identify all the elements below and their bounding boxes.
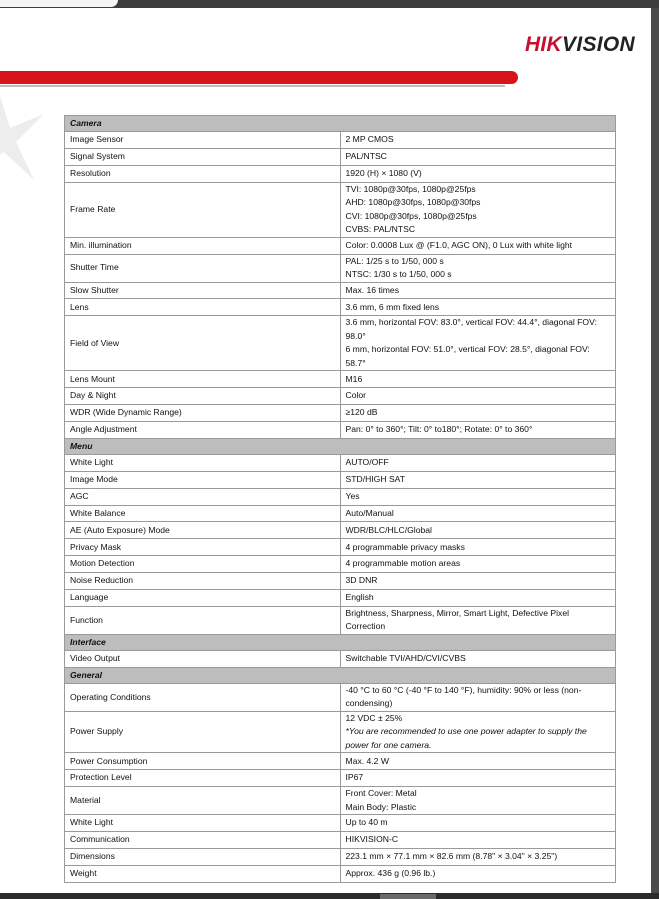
spec-value — [340, 650, 616, 667]
section-header — [65, 667, 616, 683]
spec-value-line: 3.6 mm, 6 mm fixed lens — [345, 301, 440, 312]
spec-value — [340, 371, 616, 388]
section-header — [65, 634, 616, 650]
spec-value — [340, 237, 616, 254]
spec-label: Frame Rate — [65, 182, 341, 237]
spec-row — [65, 683, 616, 711]
spec-label: Language — [65, 590, 341, 607]
spec-value — [340, 388, 616, 405]
spec-value — [340, 182, 616, 237]
spec-value-line: 1920 (H) × 1080 (V) — [345, 167, 422, 178]
spec-row — [65, 371, 616, 388]
spec-value-line: Color — [345, 390, 367, 401]
spec-value-line: *You are recommended to use one power adapter to supply the power for one camera. — [345, 726, 587, 750]
spec-value-line: Front Cover: Metal — [345, 788, 417, 799]
spec-label: Operating Conditions — [65, 683, 341, 711]
spec-value — [340, 865, 616, 882]
spec-label: Communication — [65, 831, 341, 848]
spec-value — [340, 505, 616, 522]
spec-value-line: 4 programmable motion areas — [345, 558, 461, 569]
spec-value-line: Switchable TVI/AHD/CVI/CVBS — [345, 653, 466, 664]
spec-label: Day & Night — [65, 388, 341, 405]
spec-value-line: M16 — [345, 373, 363, 384]
watermark-star-icon — [0, 96, 62, 186]
spec-value-line: AUTO/OFF — [345, 457, 389, 468]
spec-value-line: 12 VDC ± 25% — [345, 712, 403, 723]
spec-row — [65, 299, 616, 316]
spec-value-line: Main Body: Plastic — [345, 801, 417, 812]
spec-value-line: STD/HIGH SAT — [345, 473, 406, 484]
viewer-tab[interactable] — [0, 0, 118, 7]
brand-logo — [525, 33, 635, 57]
spec-label: White Light — [65, 454, 341, 471]
spec-value-line: Brightness, Sharpness, Mirror, Smart Light, Defective Pixel Correction — [345, 607, 570, 632]
spec-label: Dimensions — [65, 848, 341, 865]
spec-value — [340, 770, 616, 787]
spec-value-line: 4 programmable privacy masks — [345, 541, 465, 552]
spec-label: Power Supply — [65, 711, 341, 753]
spec-row — [65, 650, 616, 667]
spec-value-line: AHD: 1080p@30fps, 1080p@30fps — [345, 197, 481, 208]
spec-value-line: Up to 40 m — [345, 817, 388, 828]
viewer-bottom-scroll-thumb[interactable] — [380, 894, 436, 899]
spec-row — [65, 254, 616, 282]
spec-row — [65, 753, 616, 770]
viewer-bottom-bar — [0, 893, 659, 899]
spec-value-line: 3.6 mm, horizontal FOV: 83.0°, vertical FOV: 44.4°, diagonal FOV: 98.0° — [345, 317, 597, 341]
spec-value-line: 6 mm, horizontal FOV: 51.0°, vertical FOV: 28.5°, diagonal FOV: 58.7° — [345, 344, 590, 368]
spec-value — [340, 165, 616, 182]
spec-row — [65, 388, 616, 405]
spec-value — [340, 606, 616, 634]
spec-value — [340, 831, 616, 848]
spec-row — [65, 148, 616, 165]
logo-red-part: HIK — [524, 33, 563, 56]
section-title: General — [65, 667, 616, 683]
section-header — [65, 116, 616, 132]
spec-value-line: 3D DNR — [345, 575, 378, 586]
spec-label: Resolution — [65, 165, 341, 182]
spec-label: Video Output — [65, 650, 341, 667]
spec-label: Signal System — [65, 148, 341, 165]
spec-row — [65, 522, 616, 539]
spec-value — [340, 522, 616, 539]
spec-value-line: -40 °C to 60 °C (-40 °F to 140 °F), humidity: 90% or less (non-condensing) — [345, 684, 582, 709]
spec-row — [65, 505, 616, 522]
spec-value-line: CVI: 1080p@30fps, 1080p@25fps — [345, 210, 477, 221]
spec-value — [340, 711, 616, 753]
spec-value — [340, 148, 616, 165]
section-title: Camera — [65, 116, 616, 132]
spec-value-line: Yes — [345, 490, 360, 501]
spec-label: Material — [65, 787, 341, 815]
spec-label: Lens — [65, 299, 341, 316]
spec-value-line: Approx. 436 g (0.96 lb.) — [345, 867, 436, 878]
spec-row — [65, 454, 616, 471]
spec-value — [340, 573, 616, 590]
spec-value-line: Max. 4.2 W — [345, 755, 389, 766]
spec-label: Slow Shutter — [65, 282, 341, 299]
spec-row — [65, 787, 616, 815]
spec-value — [340, 488, 616, 505]
spec-value — [340, 683, 616, 711]
spec-value — [340, 787, 616, 815]
spec-row — [65, 316, 616, 371]
spec-label: Protection Level — [65, 770, 341, 787]
spec-value — [340, 539, 616, 556]
spec-value-line: Max. 16 times — [345, 284, 399, 295]
spec-value-line: Pan: 0° to 360°; Tilt: 0° to180°; Rotate: 0° to 360° — [345, 424, 533, 435]
spec-row — [65, 590, 616, 607]
spec-label: Field of View — [65, 316, 341, 371]
spec-value — [340, 254, 616, 282]
spec-label: Angle Adjustment — [65, 422, 341, 439]
datasheet-page — [0, 8, 651, 893]
spec-row — [65, 606, 616, 634]
section-title: Interface — [65, 634, 616, 650]
section-title: Menu — [65, 438, 616, 454]
spec-value-line: PAL/NTSC — [345, 151, 387, 162]
spec-value-line: HIKVISION-C — [345, 834, 399, 845]
spec-row — [65, 539, 616, 556]
spec-value-line: WDR/BLC/HLC/Global — [345, 524, 432, 535]
spec-row — [65, 573, 616, 590]
spec-value — [340, 590, 616, 607]
spec-value — [340, 556, 616, 573]
spec-label: Privacy Mask — [65, 539, 341, 556]
spec-value-line: TVI: 1080p@30fps, 1080p@25fps — [345, 183, 476, 194]
spec-row — [65, 770, 616, 787]
spec-label: AGC — [65, 488, 341, 505]
spec-row — [65, 405, 616, 422]
viewer-scrollbar[interactable] — [651, 8, 659, 893]
spec-row — [65, 165, 616, 182]
spec-value-line: Auto/Manual — [345, 507, 394, 518]
spec-value-line: English — [345, 592, 374, 603]
spec-value-line: 2 MP CMOS — [345, 134, 394, 145]
spec-label: AE (Auto Exposure) Mode — [65, 522, 341, 539]
spec-row — [65, 711, 616, 753]
spec-value-line: IP67 — [345, 772, 364, 783]
spec-label: Function — [65, 606, 341, 634]
spec-label: Weight — [65, 865, 341, 882]
spec-label: Lens Mount — [65, 371, 341, 388]
header-red-bar — [0, 71, 518, 84]
spec-value — [340, 815, 616, 832]
spec-value — [340, 471, 616, 488]
spec-row — [65, 237, 616, 254]
spec-label: Min. illumination — [65, 237, 341, 254]
spec-label: White Light — [65, 815, 341, 832]
spec-row — [65, 865, 616, 882]
spec-label: Power Consumption — [65, 753, 341, 770]
spec-value — [340, 132, 616, 149]
spec-value-line: ≥120 dB — [345, 407, 378, 418]
header-gray-line — [0, 85, 505, 87]
spec-value — [340, 299, 616, 316]
spec-row — [65, 848, 616, 865]
logo-dark-part: VISION — [562, 33, 635, 56]
spec-row — [65, 471, 616, 488]
spec-value — [340, 848, 616, 865]
spec-label: Shutter Time — [65, 254, 341, 282]
spec-row — [65, 488, 616, 505]
spec-value-line: 223.1 mm × 77.1 mm × 82.6 mm (8.78" × 3.04" × 3.25") — [345, 851, 558, 862]
spec-row — [65, 282, 616, 299]
spec-table — [64, 115, 616, 883]
spec-label: Motion Detection — [65, 556, 341, 573]
spec-value-line: PAL: 1/25 s to 1/50, 000 s — [345, 255, 444, 266]
spec-label: White Balance — [65, 505, 341, 522]
spec-value-line: Color: 0.0008 Lux @ (F1.0, AGC ON), 0 Lux with white light — [345, 239, 573, 250]
spec-value — [340, 405, 616, 422]
spec-row — [65, 422, 616, 439]
spec-value-line: CVBS: PAL/NTSC — [345, 224, 416, 235]
spec-row — [65, 815, 616, 832]
spec-value — [340, 454, 616, 471]
spec-value — [340, 422, 616, 439]
spec-row — [65, 182, 616, 237]
spec-value — [340, 753, 616, 770]
spec-row — [65, 831, 616, 848]
section-header — [65, 438, 616, 454]
spec-row — [65, 132, 616, 149]
spec-row — [65, 556, 616, 573]
spec-label: WDR (Wide Dynamic Range) — [65, 405, 341, 422]
spec-label: Noise Reduction — [65, 573, 341, 590]
spec-value-line: NTSC: 1/30 s to 1/50, 000 s — [345, 269, 452, 280]
spec-value — [340, 316, 616, 371]
spec-label: Image Mode — [65, 471, 341, 488]
spec-value — [340, 282, 616, 299]
spec-label: Image Sensor — [65, 132, 341, 149]
